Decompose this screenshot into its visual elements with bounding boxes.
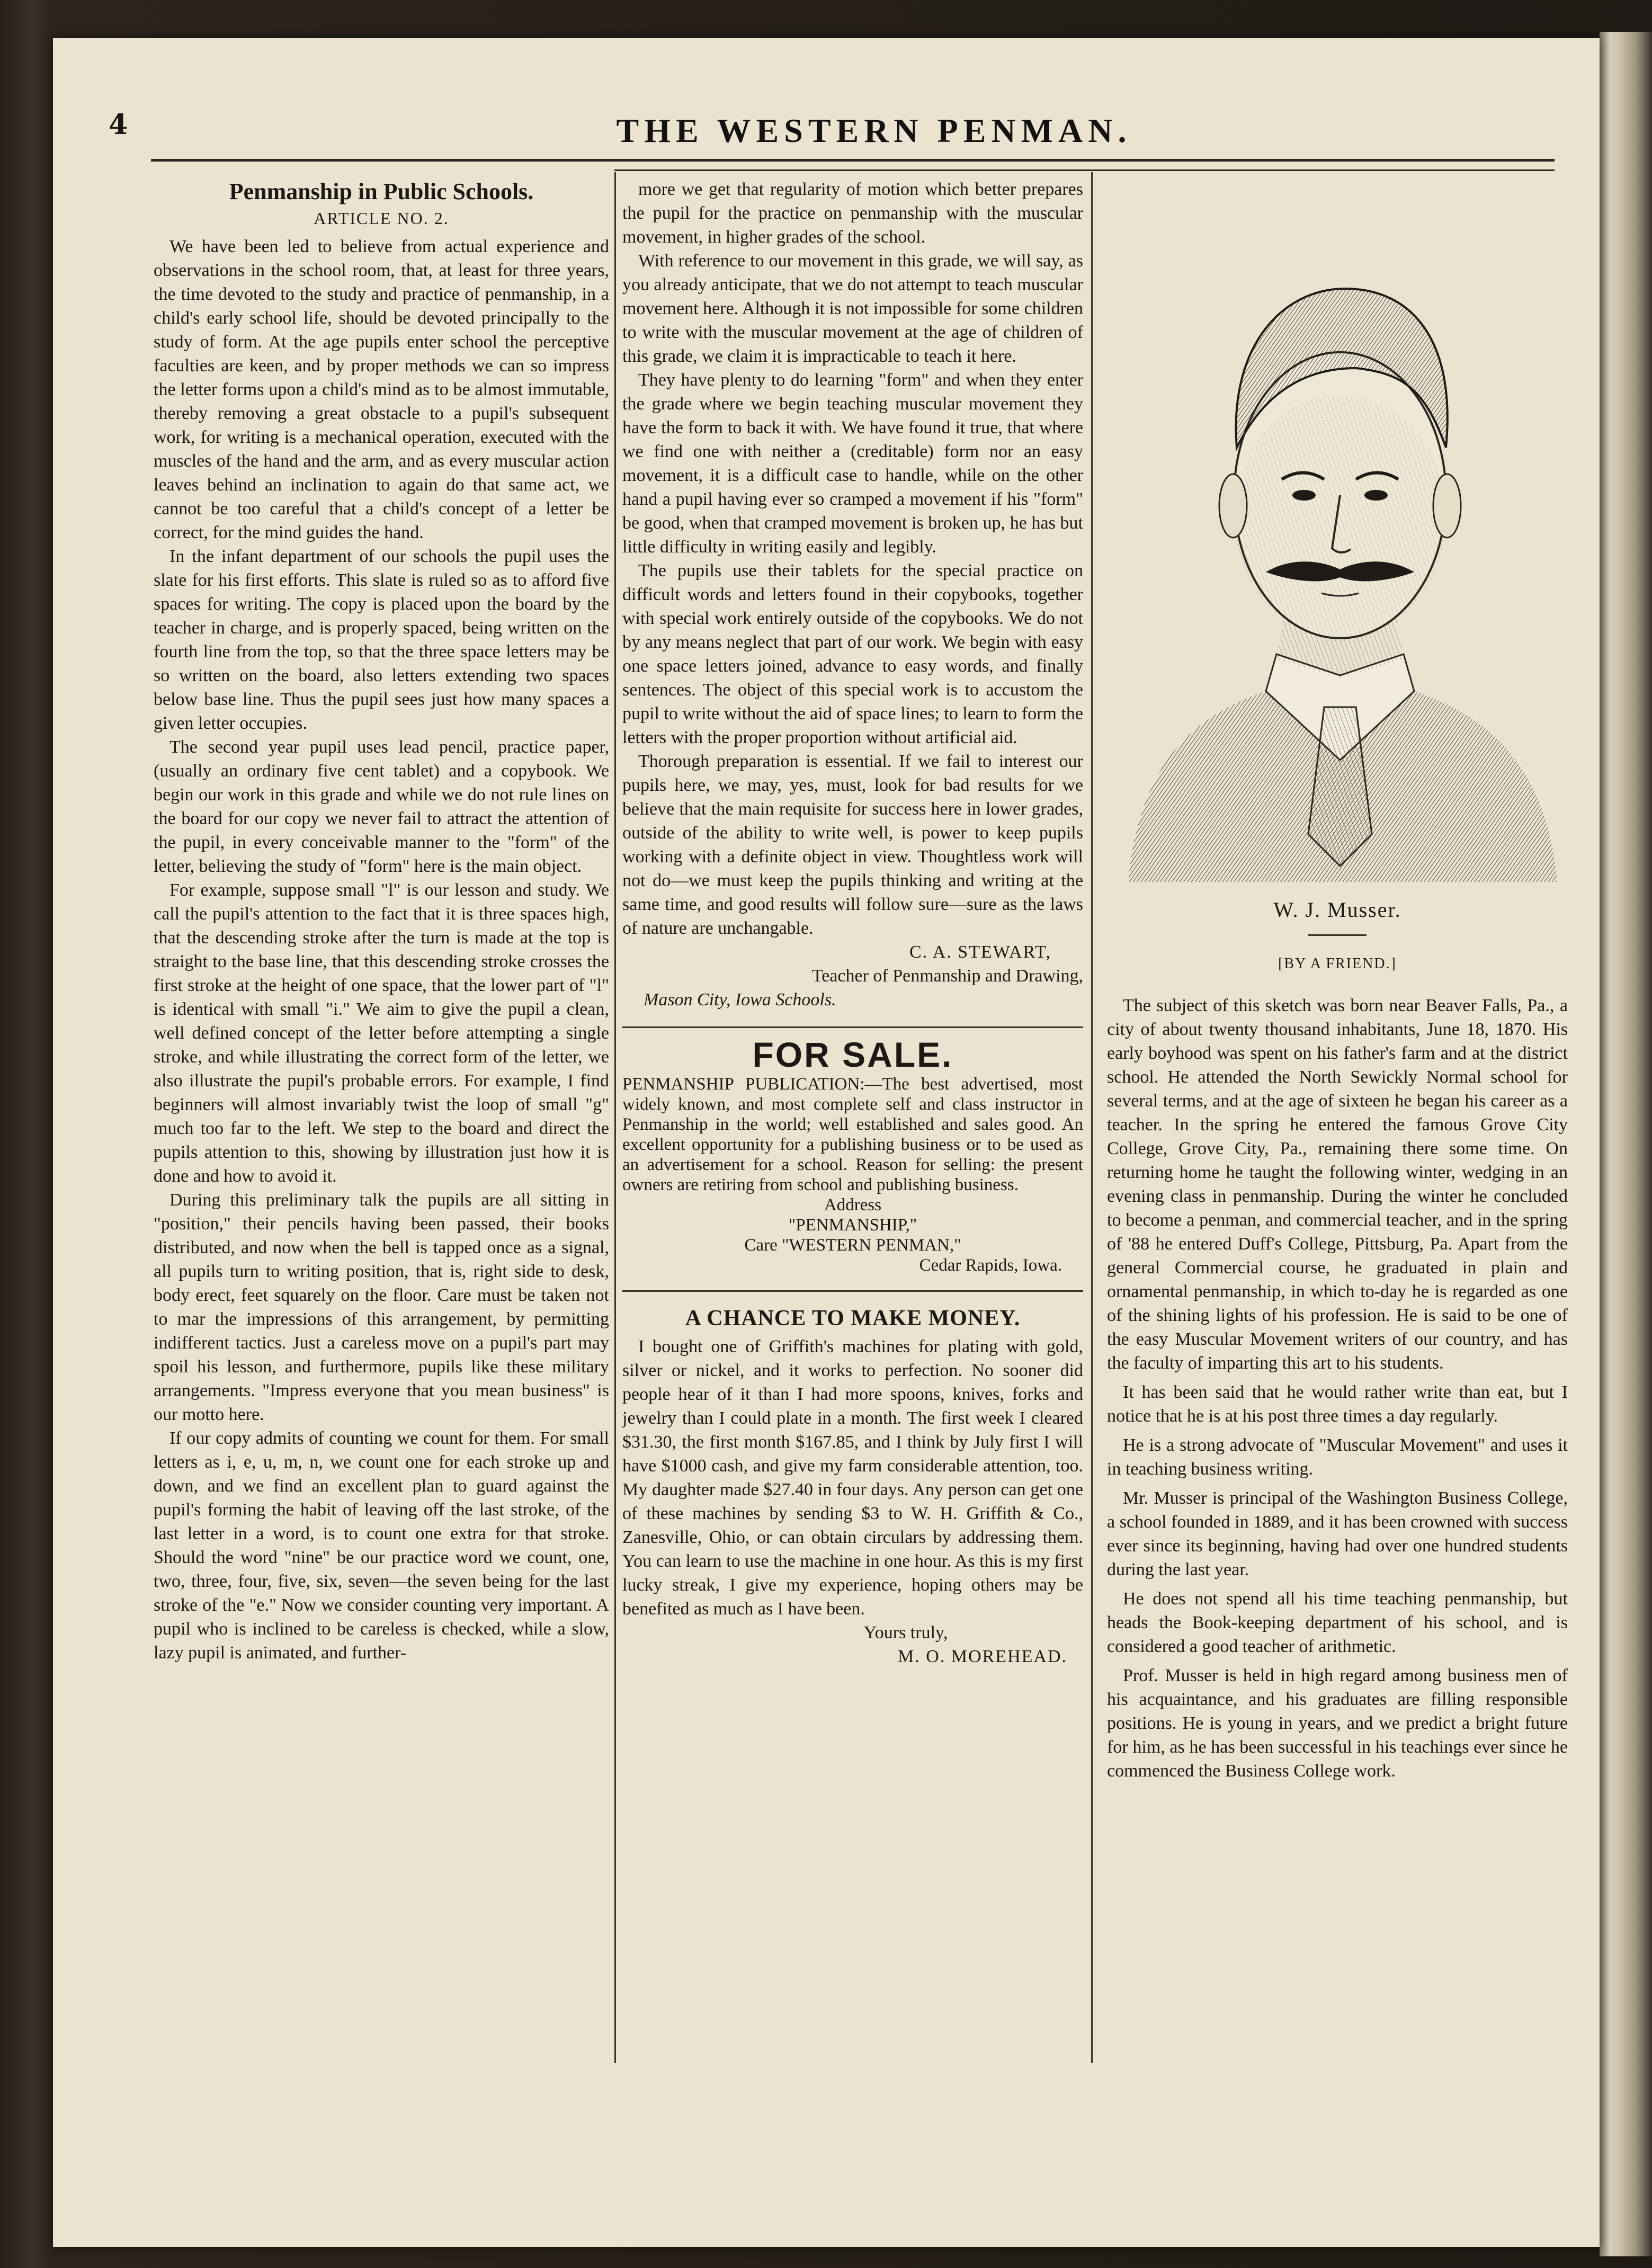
portrait-engraving bbox=[1107, 199, 1573, 882]
paragraph: The second year pupil uses lead pencil, practice paper, (usually an ordinary five cent tablet) and a copybook. We begin our work in this grade and while we do not rule lines on the board for our copy we never fail to attract the attention of the pupil, in every conceivable manner to the "form" of the letter, believing the study of "form" here is the main object. bbox=[154, 737, 609, 876]
address-name: "PENMANSHIP," bbox=[788, 1216, 917, 1235]
section-divider bbox=[622, 1026, 1083, 1028]
paragraph: He does not spend all his time teaching penmanship, but heads the Book-keeping department of his school, and is considered a good teacher of arithmetic. bbox=[1107, 1589, 1568, 1656]
paragraph: They have plenty to do learning "form" and when they enter the grade where we begin teaching muscular movement they have the form to back it with. We have found it true, that where we find one with neither a (creditable) form nor an easy movement, it is a difficult case to handle, while on the other hand a pupil having ever so cramped a movement if his "form" be good, when that cramped movement is broken up, he has but little difficulty in writing easily and legibly. bbox=[622, 370, 1083, 557]
paragraph: He is a strong advocate of "Muscular Movement" and uses it in teaching business writing. bbox=[1107, 1435, 1568, 1479]
paragraph: Prof. Musser is held in high regard among business men of his acquaintance, and his graduates are filling responsible positions. He is young in years, and we predict a bright future for him, as he has been successful in his teachings ever since he commenced the Business College work. bbox=[1107, 1666, 1568, 1781]
paragraph: If our copy admits of counting we count for them. For small letters as i, e, u, m, n, we count one for each stroke up and down, and we find an excellent plan to guard against the pupil's forming the habit of leaving off the last stroke, of the last letter in a word, is to count one extra for that stroke. Should the word "nine" be our practice word we count, one, two, three, four, five, six, seven—the seven being for the last stroke of the "e." Now we consider counting very important. A pupil who is inclined to be careless is checked, while a slow, lazy pupil is animated, and further- bbox=[154, 1428, 609, 1663]
page-number: 4 bbox=[109, 109, 128, 141]
paragraph: In the infant department of our schools the pupil uses the slate for his first efforts. This slate is ruled so as to afford five spaces for writing. The copy is placed upon the board by the teacher in charge, and is properly spaced, being written on the fourth line from the top, so that the three space letters may be so written on the board, also letters extending two spaces below base line. Thus the pupil sees just how many spaces a given letter occupies. bbox=[154, 547, 609, 733]
money-heading: A CHANCE TO MAKE MONEY. bbox=[685, 1306, 1021, 1331]
money-signature: M. O. MOREHEAD. bbox=[898, 1647, 1067, 1666]
ear-left bbox=[1219, 474, 1247, 538]
caption-rule bbox=[1308, 934, 1367, 936]
eye-right bbox=[1364, 490, 1388, 501]
paragraph: For example, suppose small "l" is our lesson and study. We call the pupil's attention to the fact that it is three spaces high, that the descending stroke after the turn is made at the top is straight to the base line, that this descending stroke crosses the first stroke at the height of one space, that the lower part of "l" is identical with small "i." We aim to give the pupil a clean, well defined concept of the letter before attempting a single stroke, and while illustrating the correct form of the letter, we also illustrate the pupil's probable errors. For example, I find beginners will almost invariably twist the loop of small "g" much too far to the left. We step to the board and direct the pupils attention to this, showing by illustration just how it is done and how to avoid it. bbox=[154, 880, 609, 1186]
section-divider bbox=[622, 1290, 1083, 1292]
face-shading bbox=[1234, 395, 1446, 638]
paragraph: more we get that regularity of motion which better prepares the pupil for the practice on penmanship with the muscular movement, in higher grades of the school. bbox=[622, 180, 1083, 247]
article-number: ARTICLE NO. 2. bbox=[314, 209, 449, 228]
address-label: Address bbox=[824, 1195, 882, 1215]
paragraph: Thorough preparation is essential. If we fail to interest our pupils here, we may, yes, must, look for bad results for we believe that the main requisite for success here in lower grades, outside of the ability to write well, is power to keep pupils working with a definite object in view. Thoughtless work will not do—we must keep the pupils thinking and writing at the same time, and good results will follow sure—sure as the laws of nature are unchangable. bbox=[622, 752, 1083, 938]
author-place: Mason City, Iowa Schools. bbox=[644, 990, 836, 1010]
for-sale-text: —The best advertised, most widely known, and most complete self and class instructor in Penmanship in the world; well established and sales good. An excellent opportunity for a publishing business or to be used as an advertisement for a school. Reason for selling: the present owners are retiring from school and publishing business. bbox=[622, 1075, 1083, 1194]
column-continuation-and-ads bbox=[622, 177, 1083, 1668]
paragraph: During this preliminary talk the pupils are all sitting in "position," their pencils having been passed, their books distributed, and now when the bell is tapped once as a signal, all pupils turn to writing position, that is, right side to desk, body erect, feet squarely on the floor. Care must be taken not to mar the impressions of this arrangement, by permitting indifferent tactics. Just a careless move on a pupil's part may spoil his lesson, and furthermore, pupils like these military arrangements. "Impress everyone that you mean business" is our motto here. bbox=[154, 1190, 609, 1424]
masthead-rule bbox=[151, 159, 1555, 162]
for-sale-lead: PENMANSHIP PUBLICATION: bbox=[622, 1075, 865, 1094]
paragraph: Mr. Musser is principal of the Washington Business College, a school founded in 1889, and it has been crowned with success ever since its beginning, having had over one hundred students during the last year. bbox=[1107, 1488, 1568, 1579]
for-sale-body bbox=[622, 1074, 1083, 1195]
money-closing: Yours truly, bbox=[863, 1623, 948, 1642]
column-divider-2 bbox=[1091, 172, 1093, 2063]
paragraph: We have been led to believe from actual experience and observations in the school room, that, at least for three years, the time devoted to the study and practice of penmanship, in a child's early school life, should be devoted principally to the study of form. At the age pupils enter school the perceptive faculties are keen, and by proper methods we can so impress the letter forms upon a child's mind as to be almost immutable, thereby removing a great obstacle to a pupil's subsequent work, for writing is a mechanical operation, executed with the muscles of the hand and the arm, and as every muscular action leaves behind an inclination to again do that same act, we cannot be too careful that a child's concept of a letter be correct, for the mind guides the hand. bbox=[154, 237, 609, 542]
masthead-rule-secondary bbox=[614, 169, 1555, 171]
byline: [BY A FRIEND.] bbox=[1278, 956, 1397, 972]
address-care: Care "WESTERN PENMAN," bbox=[744, 1236, 961, 1255]
column-musser-profile bbox=[1107, 177, 1568, 1788]
money-body: I bought one of Griffith's machines for plating with gold, silver or nickel, and it works to perfection. No sooner did people hear of it than I had more spoons, knives, forks and jewelry than I could plate in a month. The first week I cleared $31.30, the first month $167.85, and I think by July first I will have $1000 cash, and give my farm considerable attention, too. My daughter made $27.40 in four days. Any person can get one of these machines by sending $3 to W. H. Griffith & Co., Zanesville, Ohio, or can obtain circulars by addressing them. You can learn to use the machine in one hour. As this is my first lucky streak, I give my experience, hoping others may be benefited as much as I have been. bbox=[622, 1337, 1083, 1619]
paragraph: With reference to our movement in this grade, we will say, as you already anticipate, that we do not attempt to teach muscular movement here. Although it is not impossible for some children to write with the muscular movement at the age of children of this grade, we claim it is impracticable to teach it here. bbox=[622, 251, 1083, 366]
address-city: Cedar Rapids, Iowa. bbox=[919, 1256, 1062, 1275]
column-penmanship-article bbox=[154, 177, 609, 1665]
eye-left bbox=[1292, 490, 1316, 501]
author-signature: C. A. STEWART, bbox=[909, 942, 1051, 962]
for-sale-heading: FOR SALE. bbox=[752, 1035, 953, 1074]
page-edge bbox=[1600, 32, 1652, 2256]
ear-right bbox=[1433, 474, 1461, 538]
article-title: Penmanship in Public Schools. bbox=[229, 178, 534, 204]
masthead: THE WESTERN PENMAN. bbox=[616, 112, 1132, 149]
paragraph: It has been said that he would rather write than eat, but I notice that he is at his post three times a day regularly. bbox=[1107, 1382, 1568, 1426]
paragraph: The subject of this sketch was born near Beaver Falls, Pa., a city of about twenty thousand inhabitants, June 18, 1870. His early boyhood was spent on his father's farm and at the district school. He attended the North Sewickly Normal school for several terms, and at the age of sixteen he began his career as a teacher. In the spring he entered the famous Grove City College, Grove City, Pa., remaining there some time. On returning home he taught the following winter, wedging in an evening class in penmanship. During the winter he concluded to become a penman, and commercial teacher, and in the spring of '88 he entered Duff's College, Pittsburg, Pa. Apart from the general Commercial course, he graduated in plain and ornamental penmanship, in which to-day he is regarded as one of the shining lights of his profession. He is said to be one of the easy Muscular Movement writers of our country, and has the faculty of imparting this art to his students. bbox=[1107, 996, 1568, 1373]
author-title: Teacher of Penmanship and Drawing, bbox=[811, 966, 1083, 986]
portrait-caption: W. J. Musser. bbox=[1273, 898, 1401, 922]
paragraph: The pupils use their tablets for the special practice on difficult words and letters found in their copybooks, together with special work entirely outside of the copybooks. We do not by any means neglect that part of our work. We begin with easy one space letters joined, advance to easy words, and finally sentences. The object of this special work is to accustom the pupil to write without the aid of space lines; to learn to form the letters with the proper proportion without artificial aid. bbox=[622, 561, 1083, 747]
column-divider-1 bbox=[614, 172, 616, 2063]
